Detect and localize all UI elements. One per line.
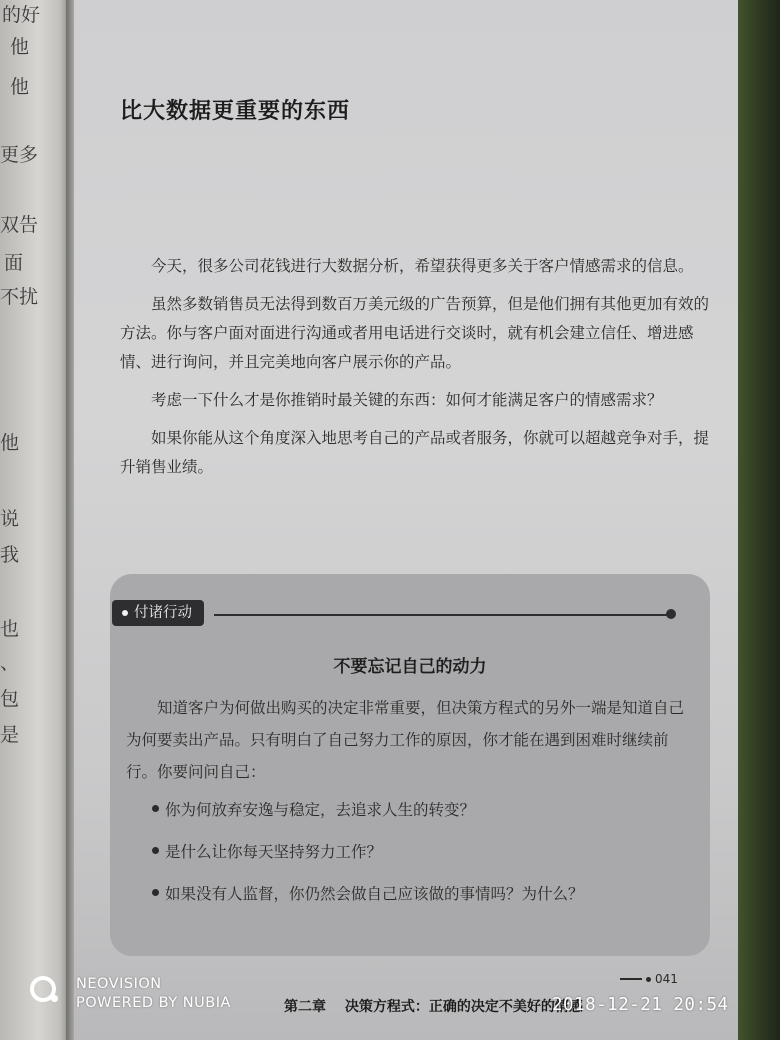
action-tag-label: 付诸行动: [134, 605, 192, 621]
bullet-dot-icon: [122, 610, 128, 616]
left-page-fragment: 更多: [0, 144, 39, 166]
left-page-fragment: 也: [0, 618, 20, 640]
divider: [620, 978, 642, 980]
list-item: [152, 794, 692, 826]
body-paragraph: 考虑一下什么才是你推销时最关键的东西：如何才能满足客户的情感需求？: [151, 391, 663, 409]
left-page-fragment: 的好: [2, 4, 41, 26]
left-page-fragment: 他: [0, 432, 20, 454]
action-tag: [112, 600, 204, 626]
left-page-fragment: 说: [0, 508, 20, 530]
left-page-fragment: 包: [0, 688, 20, 710]
action-body: [126, 692, 692, 920]
body-text: [120, 252, 716, 491]
list-item-text: 如果没有人监督，你仍然会做自己应该做的事情吗？为什么？: [165, 885, 584, 903]
left-page-fragment: 双告: [0, 214, 39, 236]
bullet-dot-icon: [152, 889, 159, 896]
camera-watermark: [76, 975, 231, 1013]
left-page-fragment: 我: [0, 544, 20, 566]
divider: [214, 614, 668, 616]
bullet-dot-icon: [152, 847, 159, 854]
line-end-dot-icon: [666, 609, 676, 619]
running-footer: [284, 996, 583, 1016]
book-page: [74, 0, 738, 1040]
action-box: [110, 574, 710, 956]
line-end-dot-icon: [646, 977, 651, 982]
chapter-title: 决策方程式：正确的决定不美好的情感: [344, 999, 583, 1015]
action-heading: 不要忘记自己的动力: [333, 657, 487, 677]
watermark-tagline: POWERED BY NUBIA: [76, 995, 231, 1011]
left-page-fragment: 不扰: [0, 286, 39, 308]
camera-logo-icon: [30, 976, 56, 1002]
page-number-text: 041: [655, 972, 678, 986]
list-item: [152, 878, 692, 910]
left-page-fragment: 是: [0, 724, 20, 746]
body-paragraph: 如果你能从这个角度深入地思考自己的产品或者服务，你就可以超越竞争对手，提升销售业绩。: [120, 429, 710, 476]
body-paragraph: 今天，很多公司花钱进行大数据分析，希望获得更多关于客户情感需求的信息。: [151, 257, 694, 275]
left-page-fragment: 面: [4, 252, 24, 274]
body-paragraph: 虽然多数销售员无法得到数百万美元级的广告预算，但是他们拥有其他更加有效的方法。你与客户面对面进行沟通或者用电话进行交谈时，就有机会建立信任、增进感情、进行询问，并且完美地向客户展示你的产品。: [120, 295, 710, 371]
action-paragraph: 知道客户为何做出购买的决定非常重要，但决策方程式的另外一端是知道自己为何要卖出产品。只有明白了自己努力工作的原因，你才能在遇到困难时继续前行。你要问问自己：: [126, 699, 685, 781]
left-page-fragment: 他: [10, 76, 30, 98]
bullet-dot-icon: [152, 805, 159, 812]
page-number: [620, 972, 678, 986]
left-page-fragment: 他: [10, 36, 30, 58]
list-item-text: 是什么让你每天坚持努力工作？: [165, 843, 383, 861]
section-title: 比大数据更重要的东西: [120, 98, 351, 124]
watermark-brand: NEOVISION: [76, 976, 162, 992]
chapter-number: 第二章: [284, 999, 326, 1015]
list-item-text: 你为何放弃安逸与稳定，去追求人生的转变？: [165, 801, 476, 819]
list-item: [152, 836, 692, 868]
left-page-fragment: 、: [0, 652, 20, 674]
photo-timestamp: 2018-12-21 20:54: [552, 995, 729, 1015]
left-facing-page: [0, 0, 70, 1040]
